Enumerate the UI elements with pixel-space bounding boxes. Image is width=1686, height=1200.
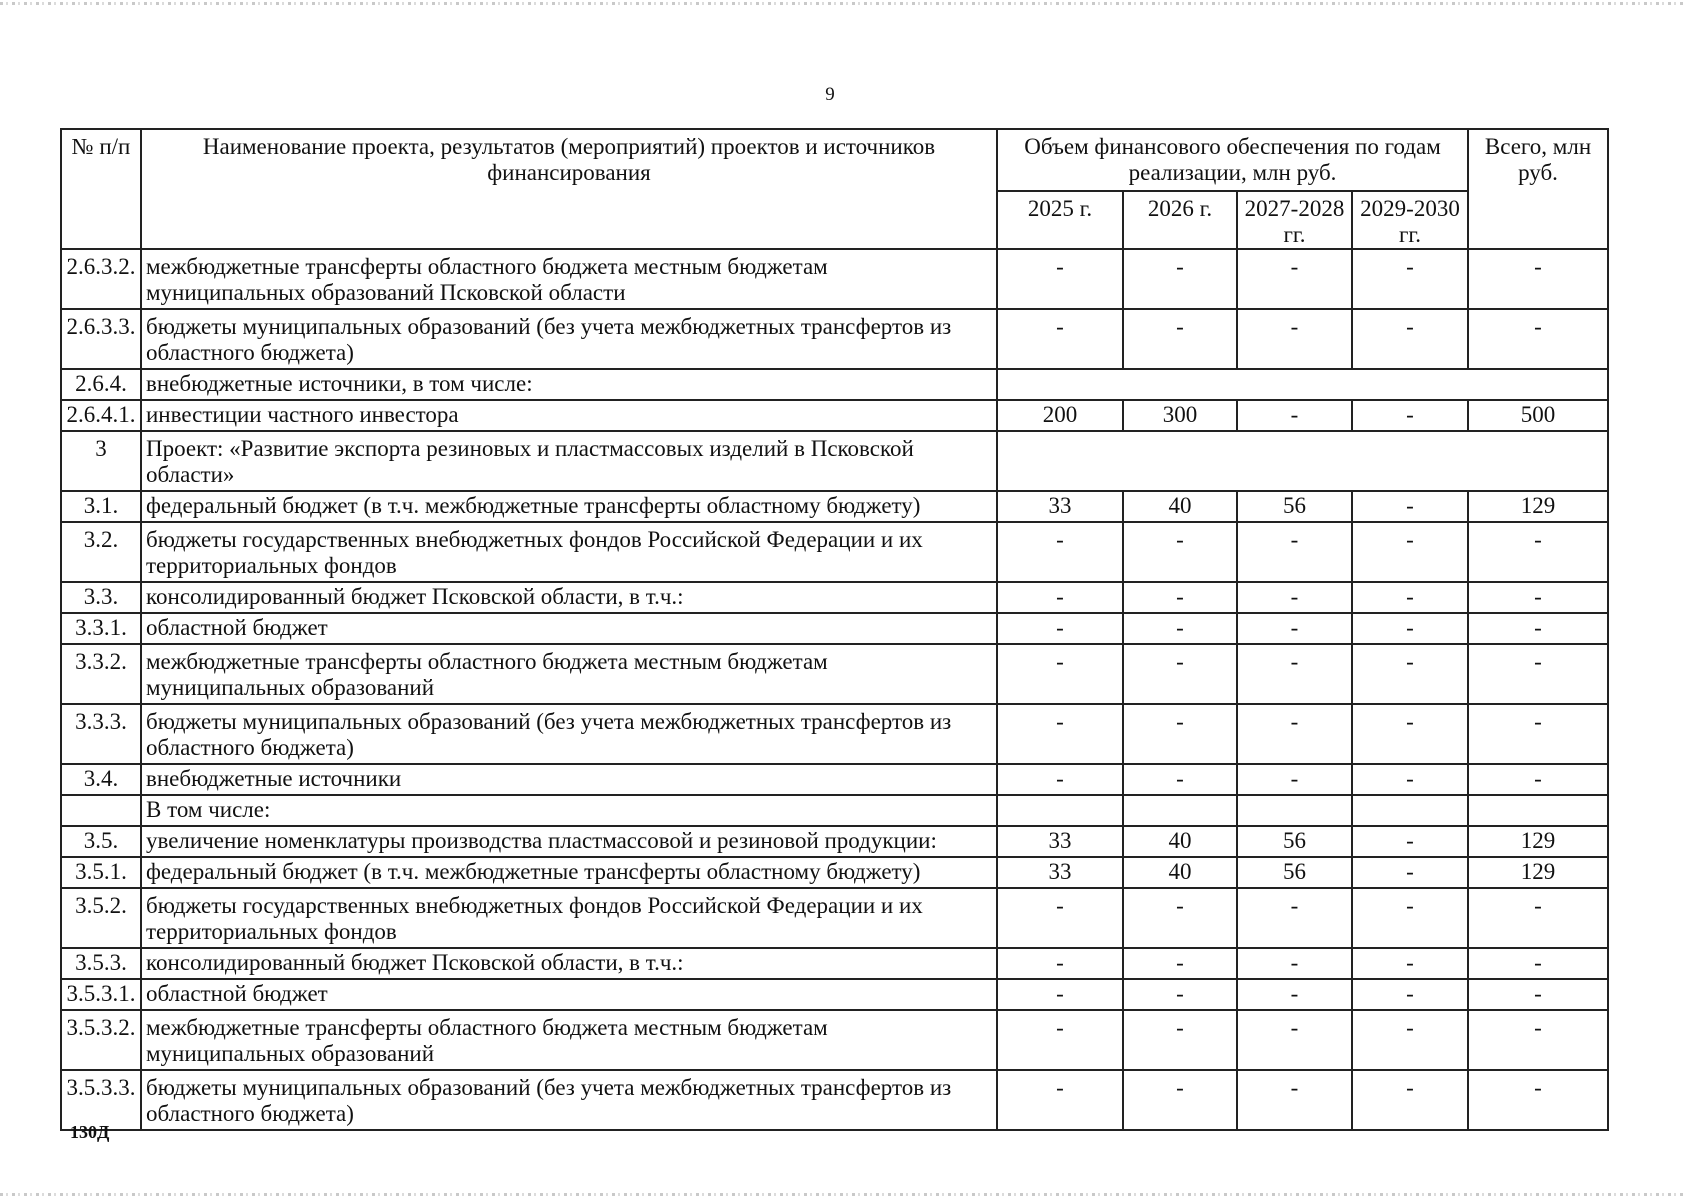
value-2025: 33 [997, 857, 1123, 888]
row-name: федеральный бюджет (в т.ч. межбюджетные трансферты областному бюджету) [141, 857, 997, 888]
value-2027-2028: - [1237, 522, 1352, 582]
row-number: 3.2. [61, 522, 141, 582]
value-total: - [1468, 888, 1608, 948]
table-row [61, 431, 1608, 491]
table-row [61, 644, 1608, 704]
value-total: 129 [1468, 857, 1608, 888]
value-2027-2028: - [1237, 613, 1352, 644]
table-row [61, 764, 1608, 795]
value-2026: - [1123, 948, 1237, 979]
financing-table [60, 128, 1609, 1131]
value-2029-2030: - [1352, 1010, 1468, 1070]
value-2027-2028: - [1237, 764, 1352, 795]
row-name: федеральный бюджет (в т.ч. межбюджетные трансферты областному бюджету) [141, 491, 997, 522]
row-name: В том числе: [141, 795, 997, 826]
table-row [61, 826, 1608, 857]
row-name: областной бюджет [141, 613, 997, 644]
value-2026: - [1123, 644, 1237, 704]
value-2029-2030: - [1352, 764, 1468, 795]
table-row [61, 582, 1608, 613]
row-name: бюджеты муниципальных образований (без учета межбюджетных трансфертов из областного бюджета) [141, 309, 997, 369]
row-number: 3.5.1. [61, 857, 141, 888]
value-2025: 200 [997, 400, 1123, 431]
value-2025: - [997, 309, 1123, 369]
value-2027-2028: - [1237, 948, 1352, 979]
value-2026: 40 [1123, 857, 1237, 888]
row-name: бюджеты муниципальных образований (без учета межбюджетных трансфертов из областного бюджета) [141, 704, 997, 764]
header-year-2025: 2025 г. [997, 191, 1123, 249]
table-row [61, 948, 1608, 979]
value-2027-2028: - [1237, 249, 1352, 309]
value-2027-2028: - [1237, 644, 1352, 704]
value-2029-2030: - [1352, 888, 1468, 948]
table-row [61, 369, 1608, 400]
value-2027-2028: - [1237, 582, 1352, 613]
table-row [61, 979, 1608, 1010]
value-2025: - [997, 613, 1123, 644]
value-2029-2030: - [1352, 857, 1468, 888]
value-total: - [1468, 309, 1608, 369]
row-number: 3 [61, 431, 141, 491]
row-number: 2.6.3.2. [61, 249, 141, 309]
value-2027-2028: 56 [1237, 491, 1352, 522]
value-total: - [1468, 1010, 1608, 1070]
value-total: 500 [1468, 400, 1608, 431]
table-row [61, 309, 1608, 369]
row-name: межбюджетные трансферты областного бюджета местным бюджетам муниципальных образований Псковской области [141, 249, 997, 309]
table-row [61, 795, 1608, 826]
table-row [61, 888, 1608, 948]
value-2027-2028: - [1237, 704, 1352, 764]
value-2029-2030: - [1352, 309, 1468, 369]
value-2027-2028: - [1237, 1070, 1352, 1130]
value-total: 129 [1468, 826, 1608, 857]
table-row [61, 1070, 1608, 1130]
value-2029-2030: - [1352, 249, 1468, 309]
row-name: бюджеты государственных внебюджетных фондов Российской Федерации и их территориальных фондов [141, 522, 997, 582]
row-name: внебюджетные источники [141, 764, 997, 795]
value-total [1468, 795, 1608, 826]
value-2025: - [997, 522, 1123, 582]
table-header-row [61, 129, 1608, 191]
value-2029-2030: - [1352, 644, 1468, 704]
table-row [61, 613, 1608, 644]
scan-edge-top [0, 2, 1686, 5]
row-number: 3.3.1. [61, 613, 141, 644]
value-2026: - [1123, 522, 1237, 582]
value-2026: - [1123, 704, 1237, 764]
table-row [61, 522, 1608, 582]
value-2029-2030: - [1352, 491, 1468, 522]
value-2026: - [1123, 1010, 1237, 1070]
row-number: 3.5.3.3. [61, 1070, 141, 1130]
value-2026: - [1123, 888, 1237, 948]
row-number: 3.5.3.1. [61, 979, 141, 1010]
value-2027-2028: 56 [1237, 857, 1352, 888]
row-number: 3.5. [61, 826, 141, 857]
row-name: инвестиции частного инвестора [141, 400, 997, 431]
value-2029-2030: - [1352, 400, 1468, 431]
row-number: 3.3.3. [61, 704, 141, 764]
value-2026: - [1123, 309, 1237, 369]
value-2027-2028: - [1237, 888, 1352, 948]
value-2029-2030: - [1352, 979, 1468, 1010]
header-total: Всего, млн руб. [1468, 129, 1608, 249]
value-2027-2028: 56 [1237, 826, 1352, 857]
header-volume: Объем финансового обеспечения по годам реализации, млн руб. [997, 129, 1468, 191]
row-values-empty [997, 431, 1608, 491]
value-2026: - [1123, 249, 1237, 309]
value-total: - [1468, 704, 1608, 764]
value-total: - [1468, 582, 1608, 613]
value-2026: 40 [1123, 491, 1237, 522]
value-2026: 40 [1123, 826, 1237, 857]
footer-code: 130Д [70, 1122, 110, 1142]
value-total: 129 [1468, 491, 1608, 522]
table-row [61, 491, 1608, 522]
table-body [61, 249, 1608, 1130]
value-2025: - [997, 704, 1123, 764]
table-row [61, 249, 1608, 309]
page-number: 9 [825, 84, 835, 105]
row-number: 3.5.2. [61, 888, 141, 948]
row-name: Проект: «Развитие экспорта резиновых и пластмассовых изделий в Псковской области» [141, 431, 997, 491]
row-name: бюджеты государственных внебюджетных фондов Российской Федерации и их территориальных фондов [141, 888, 997, 948]
value-2026: - [1123, 979, 1237, 1010]
value-2025: - [997, 888, 1123, 948]
table-row [61, 400, 1608, 431]
value-2027-2028: - [1237, 979, 1352, 1010]
header-name: Наименование проекта, результатов (мероприятий) проектов и источников финансирования [141, 129, 997, 249]
row-name: областной бюджет [141, 979, 997, 1010]
value-2026: 300 [1123, 400, 1237, 431]
row-name: межбюджетные трансферты областного бюджета местным бюджетам муниципальных образований [141, 1010, 997, 1070]
value-2025: - [997, 582, 1123, 613]
row-number: 3.1. [61, 491, 141, 522]
value-2027-2028: - [1237, 1010, 1352, 1070]
header-year-2027-2028: 2027-2028 гг. [1237, 191, 1352, 249]
table-row [61, 704, 1608, 764]
value-2025: - [997, 764, 1123, 795]
value-2025: 33 [997, 826, 1123, 857]
value-2027-2028 [1237, 795, 1352, 826]
value-2027-2028: - [1237, 400, 1352, 431]
value-total: - [1468, 948, 1608, 979]
value-2029-2030: - [1352, 1070, 1468, 1130]
value-total: - [1468, 249, 1608, 309]
row-name: бюджеты муниципальных образований (без учета межбюджетных трансфертов из областного бюджета) [141, 1070, 997, 1130]
row-number: 3.5.3. [61, 948, 141, 979]
value-2025: - [997, 979, 1123, 1010]
value-total: - [1468, 1070, 1608, 1130]
row-name: увеличение номенклатуры производства пластмассовой и резиновой продукции: [141, 826, 997, 857]
value-2025 [997, 795, 1123, 826]
row-name: межбюджетные трансферты областного бюджета местным бюджетам муниципальных образований [141, 644, 997, 704]
value-2026: - [1123, 582, 1237, 613]
row-number: 2.6.4.1. [61, 400, 141, 431]
value-2029-2030: - [1352, 826, 1468, 857]
value-2027-2028: - [1237, 309, 1352, 369]
header-num: № п/п [61, 129, 141, 249]
row-number: 3.4. [61, 764, 141, 795]
value-2029-2030 [1352, 795, 1468, 826]
header-year-2029-2030: 2029-2030 гг. [1352, 191, 1468, 249]
value-total: - [1468, 764, 1608, 795]
scan-edge-bottom [0, 1193, 1686, 1196]
row-number: 3.5.3.2. [61, 1010, 141, 1070]
row-number [61, 795, 141, 826]
value-total: - [1468, 522, 1608, 582]
row-number: 2.6.4. [61, 369, 141, 400]
value-2025: - [997, 249, 1123, 309]
value-2029-2030: - [1352, 522, 1468, 582]
value-2029-2030: - [1352, 613, 1468, 644]
value-2025: - [997, 644, 1123, 704]
header-year-2026: 2026 г. [1123, 191, 1237, 249]
value-2029-2030: - [1352, 948, 1468, 979]
value-2026: - [1123, 1070, 1237, 1130]
row-name: консолидированный бюджет Псковской области, в т.ч.: [141, 948, 997, 979]
value-2026 [1123, 795, 1237, 826]
row-number: 3.3. [61, 582, 141, 613]
row-name: консолидированный бюджет Псковской области, в т.ч.: [141, 582, 997, 613]
value-total: - [1468, 613, 1608, 644]
table-row [61, 1010, 1608, 1070]
value-2026: - [1123, 613, 1237, 644]
row-values-empty [997, 369, 1608, 400]
row-name: внебюджетные источники, в том числе: [141, 369, 997, 400]
value-2029-2030: - [1352, 582, 1468, 613]
value-2025: - [997, 1010, 1123, 1070]
value-total: - [1468, 644, 1608, 704]
value-2025: - [997, 948, 1123, 979]
row-number: 3.3.2. [61, 644, 141, 704]
table-row [61, 857, 1608, 888]
value-2029-2030: - [1352, 704, 1468, 764]
value-2026: - [1123, 764, 1237, 795]
value-2025: 33 [997, 491, 1123, 522]
row-number: 2.6.3.3. [61, 309, 141, 369]
value-2025: - [997, 1070, 1123, 1130]
value-total: - [1468, 979, 1608, 1010]
